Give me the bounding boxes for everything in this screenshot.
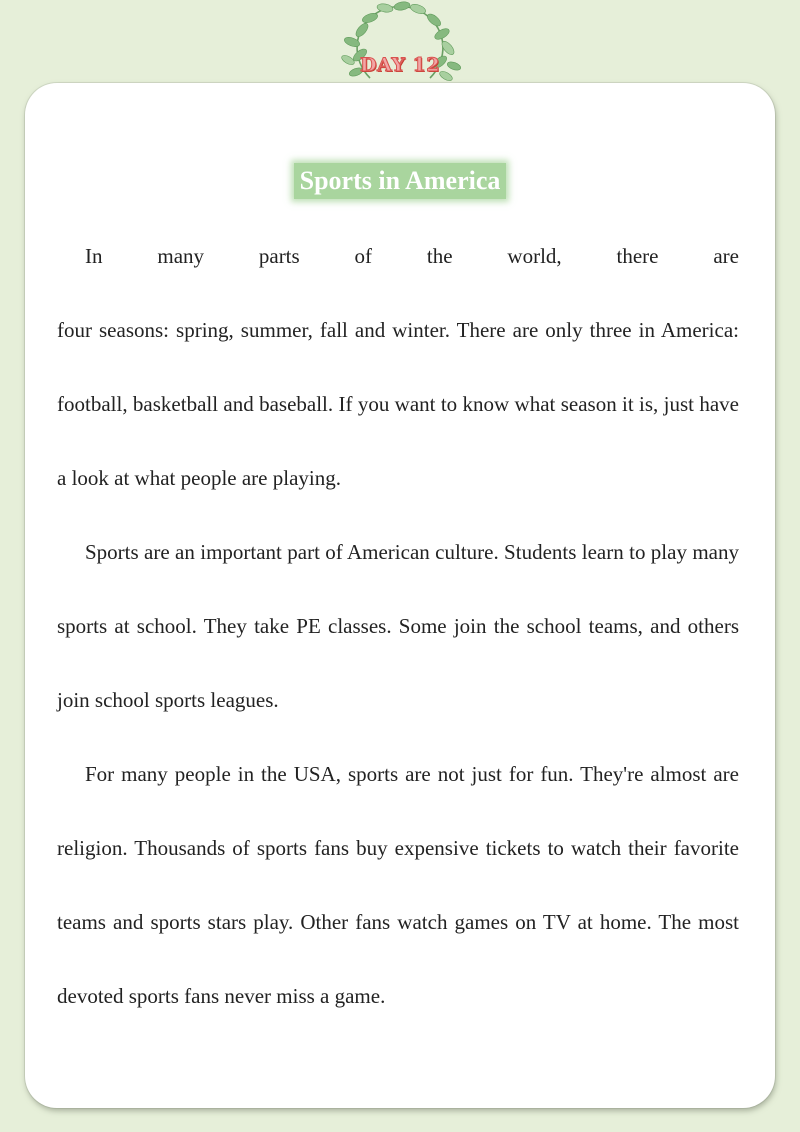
- article-title: Sports in America: [294, 163, 507, 199]
- paragraph-1: [57, 219, 739, 515]
- day-label: DAY 12: [360, 54, 440, 76]
- paragraph-2: Sports are an important part of American culture. Students learn to play many sports at school. They take PE classes. Some join the school teams, and others join school sports leagues.: [57, 540, 739, 712]
- paragraph-1-first-line: In many parts of the world, there are: [85, 244, 739, 268]
- article-card: [25, 83, 775, 1108]
- leaf-wreath-icon: [330, 0, 470, 90]
- paragraph-3: For many people in the USA, sports are not just for fun. They're almost are religion. Thousands of sports fans buy expensive tickets to watch their favorite teams and sports stars play. Other fans watch games on TV at home. The most devoted sports fans never miss a game.: [57, 762, 739, 1008]
- title-wrap: [25, 163, 775, 199]
- article-body: [57, 219, 739, 1033]
- paragraph-1-rest: four seasons: spring, summer, fall and winter. There are only three in America: football, basketball and baseball. If you want to know what season it is, just have a look at what people are playing.: [57, 318, 739, 490]
